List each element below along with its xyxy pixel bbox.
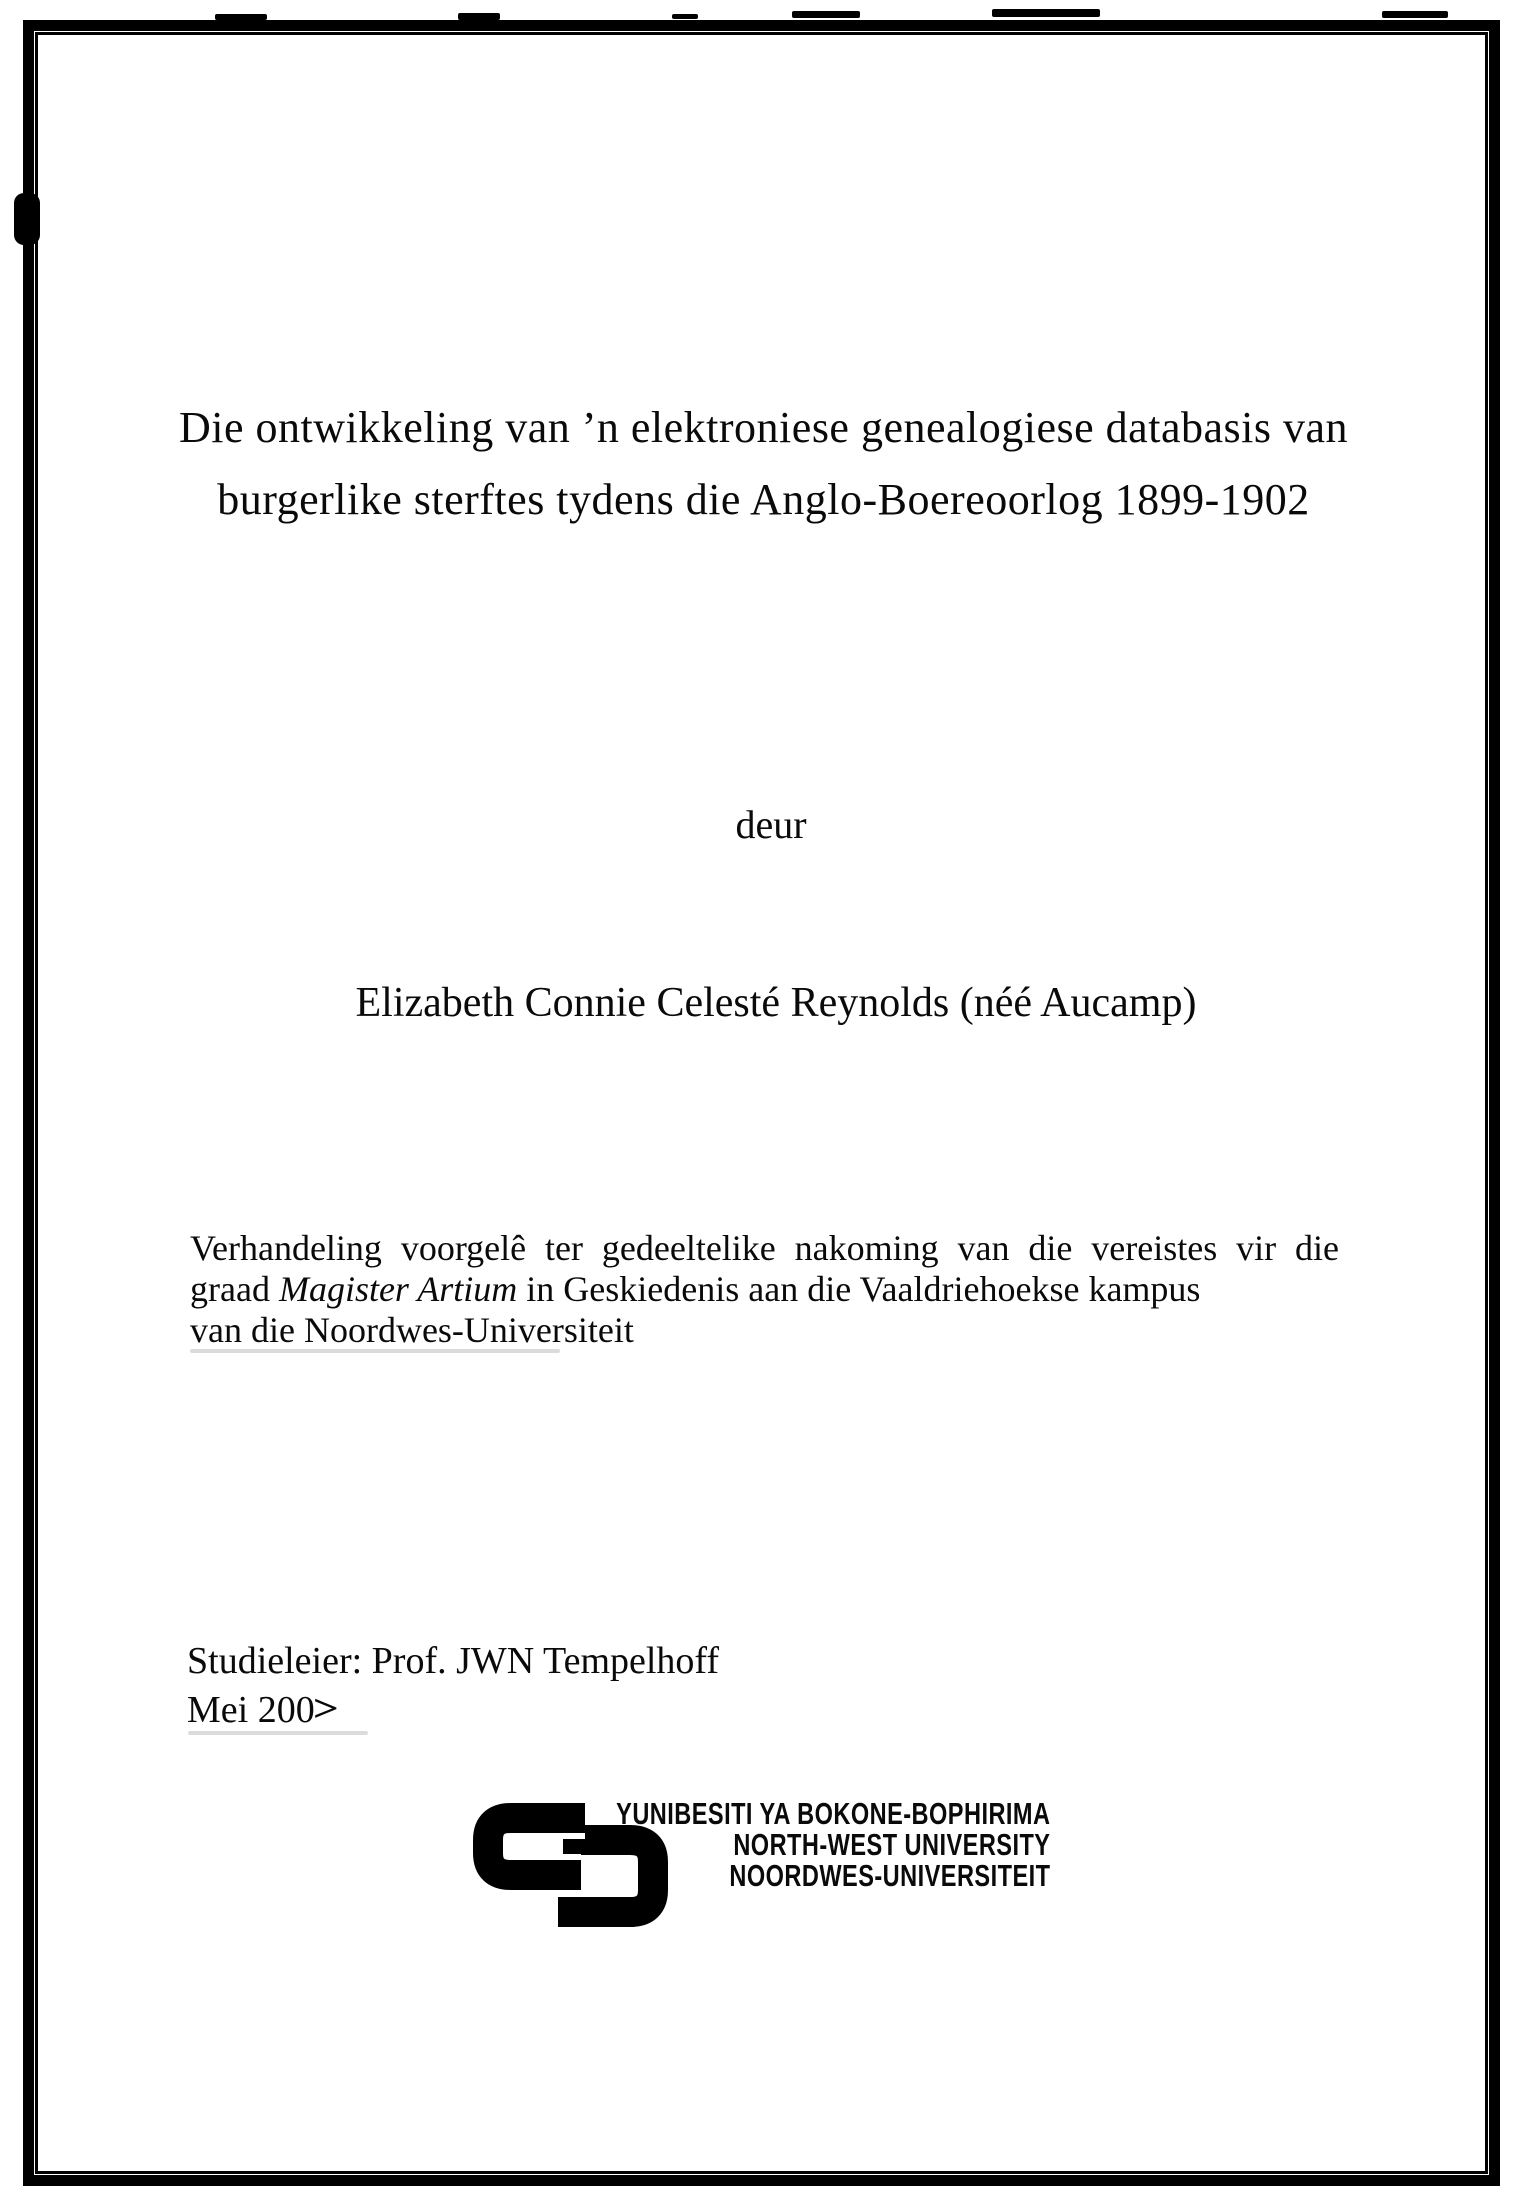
logo-line-english: NORTH-WEST UNIVERSITY bbox=[732, 1827, 1050, 1862]
supervisor-line: Studieleier: Prof. JWN Tempelhoff bbox=[187, 1640, 720, 1682]
scan-artifact bbox=[992, 9, 1100, 17]
thesis-title bbox=[0, 392, 1527, 536]
date-line bbox=[187, 1686, 719, 1735]
university-logo-wordmark bbox=[616, 1798, 1050, 1891]
degree-statement-line3: van die Noordwes-Universiteit bbox=[190, 1310, 634, 1350]
scan-artifact bbox=[458, 13, 500, 20]
date-text: Mei 200 bbox=[187, 1689, 315, 1731]
byline-label: deur bbox=[735, 802, 807, 847]
degree-statement-line2-pre: graad bbox=[190, 1269, 279, 1309]
logo-line-afrikaans: NOORDWES-UNIVERSITEIT bbox=[728, 1858, 1050, 1893]
scan-artifact bbox=[792, 11, 860, 18]
thesis-title-line2: burgerlike sterftes tydens die Anglo-Boereoorlog 1899-1902 bbox=[217, 475, 1310, 524]
degree-name-italic: Magister Artium bbox=[278, 1269, 518, 1309]
degree-statement-line2 bbox=[190, 1269, 1339, 1310]
scan-artifact bbox=[672, 14, 698, 19]
author-name: Elizabeth Connie Celesté Reynolds (néé Aucamp) bbox=[355, 980, 1197, 1026]
date-last-digit-glyph: > bbox=[312, 1688, 339, 1730]
supervisor-block bbox=[187, 1637, 719, 1735]
degree-statement-line2-post: in Geskiedenis aan die Vaaldriehoekse kampus bbox=[517, 1269, 1201, 1309]
degree-statement bbox=[190, 1228, 1339, 1351]
degree-statement-line1: Verhandeling voorgelê ter gedeeltelike nakoming van die vereistes vir die bbox=[190, 1228, 1339, 1268]
scan-artifact bbox=[215, 14, 267, 20]
thesis-title-line1: Die ontwikkeling van ’n elektroniese genealogiese databasis van bbox=[178, 403, 1348, 452]
scan-artifact bbox=[1382, 11, 1448, 18]
scan-artifact bbox=[14, 193, 40, 245]
logo-line-setswana: YUNIBESITI YA BOKONE-BOPHIRIMA bbox=[615, 1796, 1050, 1831]
